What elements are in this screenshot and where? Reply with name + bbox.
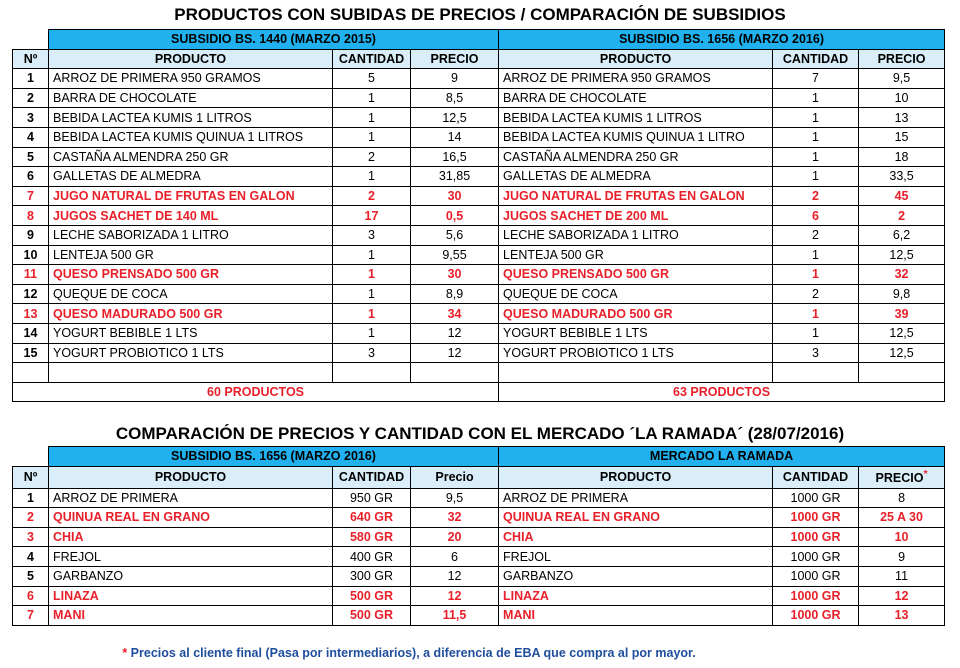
product-right: BARRA DE CHOCOLATE <box>499 88 773 108</box>
band-subsidy-2015: SUBSIDIO BS. 1440 (MARZO 2015) <box>49 30 499 50</box>
price-right: 32 <box>859 265 945 285</box>
price-right: 2 <box>859 206 945 226</box>
header-number: Nº <box>13 49 49 69</box>
price-left: 12 <box>411 323 499 343</box>
table-row <box>13 108 945 128</box>
quantity-left: 500 GR <box>333 586 411 606</box>
quantity-left: 5 <box>333 69 411 89</box>
price-right: 12 <box>859 586 945 606</box>
price-left: 9 <box>411 69 499 89</box>
row-number: 2 <box>13 88 49 108</box>
price-right: 13 <box>859 108 945 128</box>
quantity-right: 1000 GR <box>773 527 859 547</box>
row-number: 5 <box>13 566 49 586</box>
row-number: 6 <box>13 167 49 187</box>
table-row <box>13 586 945 606</box>
price-right: 8 <box>859 488 945 508</box>
quantity-left: 1 <box>333 304 411 324</box>
price-right: 25 A 30 <box>859 508 945 528</box>
product-left: ARROZ DE PRIMERA <box>49 488 333 508</box>
table-row <box>13 167 945 187</box>
product-left: QUESO PRENSADO 500 GR <box>49 265 333 285</box>
band-spacer <box>13 447 49 467</box>
empty-cell <box>859 363 945 383</box>
product-right: LECHE SABORIZADA 1 LITRO <box>499 225 773 245</box>
product-right: ARROZ DE PRIMERA 950 GRAMOS <box>499 69 773 89</box>
row-number: 9 <box>13 225 49 245</box>
price-left: 12 <box>411 566 499 586</box>
product-right: CASTAÑA ALMENDRA 250 GR <box>499 147 773 167</box>
table-row <box>13 284 945 304</box>
product-left: JUGOS SACHET DE 140 ML <box>49 206 333 226</box>
price-right: 6,2 <box>859 225 945 245</box>
asterisk-mark: * <box>923 469 928 481</box>
row-number: 10 <box>13 245 49 265</box>
row-number: 2 <box>13 508 49 528</box>
table-row <box>13 488 945 508</box>
row-number: 7 <box>13 606 49 626</box>
price-left: 34 <box>411 304 499 324</box>
quantity-right: 2 <box>773 186 859 206</box>
header-number: Nº <box>13 466 49 488</box>
price-left: 8,9 <box>411 284 499 304</box>
row-number: 3 <box>13 527 49 547</box>
table-row <box>13 88 945 108</box>
price-left: 31,85 <box>411 167 499 187</box>
product-left: JUGO NATURAL DE FRUTAS EN GALON <box>49 186 333 206</box>
row-number: 12 <box>13 284 49 304</box>
row-number: 15 <box>13 343 49 363</box>
row-number: 6 <box>13 586 49 606</box>
quantity-left: 1 <box>333 88 411 108</box>
table-row <box>13 69 945 89</box>
quantity-right: 1000 GR <box>773 586 859 606</box>
product-left: FREJOL <box>49 547 333 567</box>
price-left: 9,55 <box>411 245 499 265</box>
quantity-right: 1 <box>773 127 859 147</box>
price-left: 16,5 <box>411 147 499 167</box>
quantity-right: 1000 GR <box>773 606 859 626</box>
quantity-left: 950 GR <box>333 488 411 508</box>
price-left: 32 <box>411 508 499 528</box>
quantity-right: 7 <box>773 69 859 89</box>
header-quantity: CANTIDAD <box>333 49 411 69</box>
empty-cell <box>411 363 499 383</box>
quantity-left: 1 <box>333 127 411 147</box>
product-left: BEBIDA LACTEA KUMIS QUINUA 1 LITROS <box>49 127 333 147</box>
product-left: BARRA DE CHOCOLATE <box>49 88 333 108</box>
price-left: 0,5 <box>411 206 499 226</box>
price-left: 30 <box>411 265 499 285</box>
product-left: LINAZA <box>49 586 333 606</box>
product-left: LECHE SABORIZADA 1 LITRO <box>49 225 333 245</box>
row-number: 14 <box>13 323 49 343</box>
empty-cell <box>773 363 859 383</box>
product-left: ARROZ DE PRIMERA 950 GRAMOS <box>49 69 333 89</box>
product-left: YOGURT BEBIBLE 1 LTS <box>49 323 333 343</box>
header-product: PRODUCTO <box>49 466 333 488</box>
product-right: GARBANZO <box>499 566 773 586</box>
price-left: 12 <box>411 343 499 363</box>
table-row <box>13 508 945 528</box>
table-row <box>13 527 945 547</box>
quantity-right: 1 <box>773 265 859 285</box>
quantity-left: 2 <box>333 147 411 167</box>
row-number: 1 <box>13 488 49 508</box>
table-row <box>13 225 945 245</box>
quantity-left: 1 <box>333 265 411 285</box>
product-right: MANI <box>499 606 773 626</box>
price-left: 30 <box>411 186 499 206</box>
quantity-left: 300 GR <box>333 566 411 586</box>
product-left: MANI <box>49 606 333 626</box>
header-product: PRODUCTO <box>499 466 773 488</box>
table-row <box>13 606 945 626</box>
price-right: 10 <box>859 88 945 108</box>
empty-cell <box>49 363 333 383</box>
product-left: GARBANZO <box>49 566 333 586</box>
subsidy-comparison-table <box>12 29 945 402</box>
price-left: 12,5 <box>411 108 499 128</box>
table-row <box>13 547 945 567</box>
quantity-right: 1000 GR <box>773 566 859 586</box>
quantity-left: 580 GR <box>333 527 411 547</box>
quantity-right: 1000 GR <box>773 547 859 567</box>
table-row <box>13 566 945 586</box>
secondary-title: COMPARACIÓN DE PRECIOS Y CANTIDAD CON EL MERCADO ´LA RAMADA´ (28/07/2016) <box>115 424 845 443</box>
quantity-right: 1 <box>773 108 859 128</box>
band-market-la-ramada: MERCADO LA RAMADA <box>499 447 945 467</box>
product-left: BEBIDA LACTEA KUMIS 1 LITROS <box>49 108 333 128</box>
quantity-left: 400 GR <box>333 547 411 567</box>
total-products-2016: 63 PRODUCTOS <box>499 382 945 402</box>
price-right: 33,5 <box>859 167 945 187</box>
quantity-left: 1 <box>333 284 411 304</box>
product-right: BEBIDA LACTEA KUMIS 1 LITROS <box>499 108 773 128</box>
product-right: YOGURT PROBIOTICO 1 LTS <box>499 343 773 363</box>
band-subsidy-2016: SUBSIDIO BS. 1656 (MARZO 2016) <box>499 30 945 50</box>
product-right: LENTEJA 500 GR <box>499 245 773 265</box>
row-number: 5 <box>13 147 49 167</box>
price-right: 18 <box>859 147 945 167</box>
main-title: PRODUCTOS CON SUBIDAS DE PRECIOS / COMPARACIÓN DE SUBSIDIOS <box>174 5 786 24</box>
footnote-text: Precios al cliente final (Pasa por intermediarios), a diferencia de EBA que compra al por mayor. <box>130 646 696 660</box>
price-right: 11 <box>859 566 945 586</box>
product-left: CHIA <box>49 527 333 547</box>
price-right: 12,5 <box>859 323 945 343</box>
header-quantity: CANTIDAD <box>773 466 859 488</box>
band-subsidy-2016: SUBSIDIO BS. 1656 (MARZO 2016) <box>49 447 499 467</box>
table-row <box>13 323 945 343</box>
quantity-right: 1 <box>773 88 859 108</box>
header-price-market <box>859 466 945 488</box>
price-left: 8,5 <box>411 88 499 108</box>
product-right: ARROZ DE PRIMERA <box>499 488 773 508</box>
row-number: 13 <box>13 304 49 324</box>
row-number: 4 <box>13 127 49 147</box>
quantity-right: 1 <box>773 167 859 187</box>
price-left: 11,5 <box>411 606 499 626</box>
price-right: 9,8 <box>859 284 945 304</box>
total-products-2015: 60 PRODUCTOS <box>13 382 499 402</box>
empty-cell <box>333 363 411 383</box>
product-left: QUINUA REAL EN GRANO <box>49 508 333 528</box>
product-right: QUESO PRENSADO 500 GR <box>499 265 773 285</box>
row-number: 8 <box>13 206 49 226</box>
price-left: 12 <box>411 586 499 606</box>
price-left: 9,5 <box>411 488 499 508</box>
table-row <box>13 343 945 363</box>
product-left: LENTEJA 500 GR <box>49 245 333 265</box>
table-row <box>13 147 945 167</box>
product-right: GALLETAS DE ALMEDRA <box>499 167 773 187</box>
table-row <box>13 265 945 285</box>
quantity-right: 1 <box>773 147 859 167</box>
row-number: 1 <box>13 69 49 89</box>
product-right: JUGO NATURAL DE FRUTAS EN GALON <box>499 186 773 206</box>
row-number: 7 <box>13 186 49 206</box>
quantity-right: 2 <box>773 225 859 245</box>
product-right: FREJOL <box>499 547 773 567</box>
price-left: 6 <box>411 547 499 567</box>
price-right: 12,5 <box>859 343 945 363</box>
product-left: YOGURT PROBIOTICO 1 LTS <box>49 343 333 363</box>
price-right: 9,5 <box>859 69 945 89</box>
product-right: JUGOS SACHET DE 200 ML <box>499 206 773 226</box>
quantity-left: 2 <box>333 186 411 206</box>
price-right: 10 <box>859 527 945 547</box>
product-right: BEBIDA LACTEA KUMIS QUINUA 1 LITRO <box>499 127 773 147</box>
header-price: PRECIO <box>859 49 945 69</box>
quantity-left: 3 <box>333 343 411 363</box>
product-left: GALLETAS DE ALMEDRA <box>49 167 333 187</box>
product-right: QUESO MADURADO 500 GR <box>499 304 773 324</box>
footnote-asterisk: * <box>122 646 128 660</box>
product-right: CHIA <box>499 527 773 547</box>
quantity-right: 3 <box>773 343 859 363</box>
table-row <box>13 127 945 147</box>
quantity-right: 1 <box>773 323 859 343</box>
product-right: QUINUA REAL EN GRANO <box>499 508 773 528</box>
price-right: 12,5 <box>859 245 945 265</box>
product-left: QUESO MADURADO 500 GR <box>49 304 333 324</box>
table-row <box>13 186 945 206</box>
quantity-left: 1 <box>333 323 411 343</box>
quantity-left: 17 <box>333 206 411 226</box>
row-number: 4 <box>13 547 49 567</box>
quantity-left: 640 GR <box>333 508 411 528</box>
price-left: 14 <box>411 127 499 147</box>
footnote <box>0 646 818 660</box>
quantity-right: 1 <box>773 304 859 324</box>
band-spacer <box>13 30 49 50</box>
price-right: 15 <box>859 127 945 147</box>
header-price-label: PRECIO <box>875 471 924 486</box>
quantity-left: 500 GR <box>333 606 411 626</box>
price-left: 5,6 <box>411 225 499 245</box>
table-row <box>13 245 945 265</box>
price-right: 9 <box>859 547 945 567</box>
quantity-left: 3 <box>333 225 411 245</box>
price-right: 13 <box>859 606 945 626</box>
price-right: 45 <box>859 186 945 206</box>
quantity-left: 1 <box>333 245 411 265</box>
quantity-right: 2 <box>773 284 859 304</box>
quantity-left: 1 <box>333 167 411 187</box>
header-price: Precio <box>411 466 499 488</box>
header-price: PRECIO <box>411 49 499 69</box>
header-quantity: CANTIDAD <box>333 466 411 488</box>
quantity-right: 1000 GR <box>773 488 859 508</box>
quantity-right: 6 <box>773 206 859 226</box>
product-right: QUEQUE DE COCA <box>499 284 773 304</box>
price-right: 39 <box>859 304 945 324</box>
row-number: 3 <box>13 108 49 128</box>
table-row <box>13 304 945 324</box>
price-left: 20 <box>411 527 499 547</box>
row-number: 11 <box>13 265 49 285</box>
product-right: YOGURT BEBIBLE 1 LTS <box>499 323 773 343</box>
quantity-right: 1000 GR <box>773 508 859 528</box>
header-product: PRODUCTO <box>49 49 333 69</box>
quantity-left: 1 <box>333 108 411 128</box>
header-product: PRODUCTO <box>499 49 773 69</box>
empty-cell <box>499 363 773 383</box>
product-left: CASTAÑA ALMENDRA 250 GR <box>49 147 333 167</box>
market-comparison-table <box>12 446 945 626</box>
product-left: QUEQUE DE COCA <box>49 284 333 304</box>
header-quantity: CANTIDAD <box>773 49 859 69</box>
quantity-right: 1 <box>773 245 859 265</box>
table-row <box>13 206 945 226</box>
product-right: LINAZA <box>499 586 773 606</box>
empty-cell <box>13 363 49 383</box>
